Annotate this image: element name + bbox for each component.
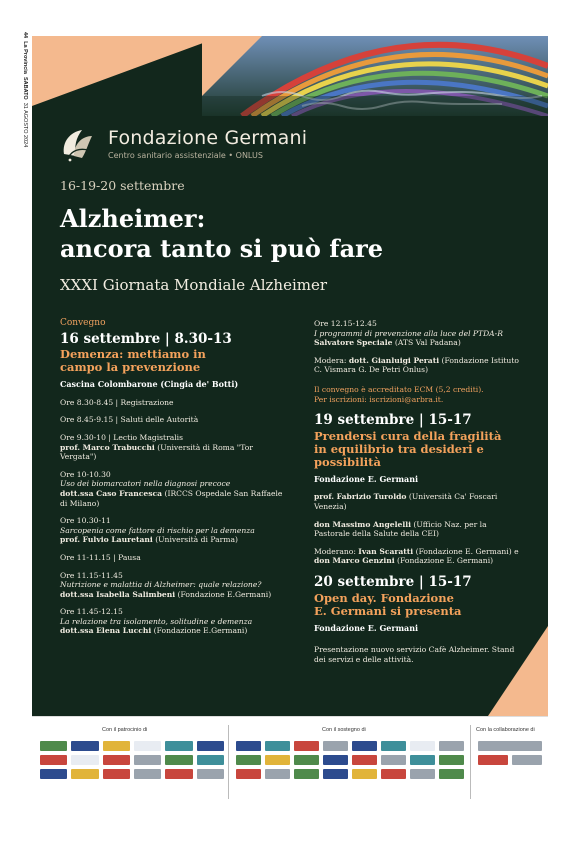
ecm-line-1: Il convegno è accreditato ECM (5,2 crediti).: [314, 384, 484, 394]
brand-name: Fondazione Germani: [108, 126, 308, 149]
event-subtitle: XXXI Giornata Mondiale Alzheimer: [60, 276, 328, 294]
collaboration-logos: [478, 741, 542, 765]
sponsor-logo: [103, 755, 130, 765]
sponsor-logo: [71, 769, 98, 779]
ecm-line-2: Per iscrizioni: iscrizioni@arbra.it.: [314, 394, 444, 404]
sponsors-footer: [32, 716, 548, 807]
day2-place: Fondazione E. Germani: [314, 473, 419, 484]
program-item: [60, 415, 290, 425]
day3-description: Presentazione nuovo servizio Cafè Alzheimer. Stand dei servizi e delle attività.: [314, 645, 515, 664]
support-logos: [236, 741, 464, 779]
speaker-affiliation: (Ufficio Naz. per la Pastorale della Salute della CEI): [314, 519, 487, 539]
sponsor-logo: [323, 755, 348, 765]
moderator-prefix: Modera:: [314, 355, 349, 365]
item-affiliation: (Università di Parma): [152, 535, 238, 545]
sponsor-logo: [236, 755, 261, 765]
sponsor-logo: [512, 755, 542, 765]
day2-speaker-2: [314, 520, 524, 539]
program-left-column: [60, 319, 290, 636]
support-heading: Con il sostegno di: [322, 727, 366, 733]
day3-place: Fondazione E. Germani: [314, 622, 419, 633]
sponsor-logo: [352, 769, 377, 779]
sponsor-logo: [134, 741, 161, 751]
sponsor-logo: [410, 755, 435, 765]
sponsor-logo: [294, 755, 319, 765]
day1-place: Cascina Colombarone (Cingia de' Botti): [60, 379, 239, 390]
item-time: Ore 11.15-11.45: [60, 570, 123, 580]
item-time: Ore 8.45-9.15 | Saluti delle Autorità: [60, 415, 199, 425]
newspaper-section: SABATO: [22, 76, 28, 100]
title-line-1: Alzheimer:: [60, 204, 206, 233]
item-affiliation: (Università di Roma "Tor Vergata"): [60, 442, 253, 462]
title-line-2: ancora tanto si può fare: [60, 234, 384, 263]
program-item: [314, 319, 524, 348]
peach-corner-top: [32, 36, 222, 106]
moderator-name: don Marco Genzini: [314, 556, 395, 566]
day1-theme-line-2: campo la prevenzione: [60, 360, 201, 375]
item-topic: Nutrizione e malattia di Alzheimer: quale relazione?: [60, 580, 262, 590]
hands-leaf-icon: [60, 124, 94, 162]
item-speaker: Salvatore Speciale: [314, 338, 393, 348]
sponsor-logo: [352, 741, 377, 751]
sponsor-logo: [236, 769, 261, 779]
day2-theme-line-3: possibilità: [314, 454, 381, 469]
sponsor-logo: [71, 755, 98, 765]
day2-theme-line-2: in equilibrio tra desideri e: [314, 441, 484, 456]
sponsor-logo: [439, 769, 464, 779]
sponsor-logo: [71, 741, 98, 751]
sponsor-logo: [381, 741, 406, 751]
program-item: [60, 516, 290, 545]
day3-theme-line-1: Open day. Fondazione: [314, 590, 454, 605]
day2-theme: [314, 430, 524, 469]
item-time: Ore 11-11.15 | Pausa: [60, 552, 141, 562]
poster: [32, 36, 548, 716]
sponsor-logo: [236, 741, 261, 751]
sponsor-logo: [323, 769, 348, 779]
sponsor-logo: [478, 755, 508, 765]
item-affiliation: (IRCCS Ospedale San Raffaele di Milano): [60, 488, 283, 508]
speaker-name: don Massimo Angelelli: [314, 519, 411, 529]
sponsor-logo: [265, 741, 290, 751]
sponsor-logo: [352, 755, 377, 765]
moderator-affiliation: (Fondazione E. Germani): [394, 556, 494, 566]
item-time: Ore 8.30-8.45 | Registrazione: [60, 397, 174, 407]
item-time: Ore 9.30-10 | Lectio Magistralis: [60, 432, 183, 442]
item-time: Ore 11.45-12.15: [60, 607, 123, 617]
sponsor-logo: [197, 769, 224, 779]
speaker-affiliation: (Università Ca' Foscari Venezia): [314, 492, 498, 511]
program-item: [60, 553, 290, 563]
sponsor-logo: [134, 769, 161, 779]
day1-label: Convegno: [60, 318, 106, 328]
sponsor-logo: [40, 741, 67, 751]
sponsor-logo: [103, 769, 130, 779]
item-topic: Uso dei biomarcatori nella diagnosi precoce: [60, 479, 231, 489]
item-time: Ore 10.30-11: [60, 516, 111, 526]
item-topic: La relazione tra isolamento, solitudine e demenza: [60, 616, 253, 626]
sponsor-logo: [103, 741, 130, 751]
program-item: [60, 571, 290, 600]
day2-moderators: [314, 547, 524, 566]
item-topic: I programmi di prevenzione alla luce del PTDA-R: [314, 328, 503, 338]
patronage-heading: Con il patrocinio di: [102, 727, 148, 733]
day1-moderator: [314, 356, 524, 375]
item-time: Ore 12.15-12.45: [314, 319, 377, 328]
sponsor-logo: [410, 741, 435, 751]
sponsor-logo: [40, 755, 67, 765]
collaboration-heading: Con la collaborazione di: [476, 727, 535, 733]
item-speaker: dott.ssa Isabella Salimbeni: [60, 589, 176, 599]
moderator-prefix: Moderano:: [314, 546, 359, 556]
program-item: [60, 433, 290, 462]
sponsor-logo: [294, 741, 319, 751]
day3-theme: [314, 592, 524, 618]
page-title: [60, 204, 383, 264]
sponsor-logo: [165, 741, 192, 751]
program-item: [60, 398, 290, 408]
sponsor-logo: [165, 769, 192, 779]
event-dates: 16-19-20 settembre: [60, 178, 185, 193]
item-affiliation: (Fondazione E.Germani): [175, 589, 272, 599]
sponsor-logo: [40, 769, 67, 779]
brand-logo: [60, 124, 307, 162]
day1-theme-line-1: Demenza: mettiamo in: [60, 347, 206, 362]
rainbow-painting: [202, 36, 548, 116]
page-number: 44: [22, 32, 28, 39]
moderator-affiliation: (Fondazione Istituto C. Vismara G. De Petri Onlus): [314, 355, 519, 375]
sponsor-logo: [165, 755, 192, 765]
program-item: [60, 470, 290, 508]
day2-theme-line-1: Prendersi cura della fragilità: [314, 428, 502, 443]
sponsor-logo: [197, 755, 224, 765]
day1-date: 16 settembre | 8.30-13: [60, 330, 232, 347]
day1-theme: [60, 348, 290, 374]
newspaper-name: La Provincia: [22, 41, 28, 74]
item-time: Ore 10-10.30: [60, 469, 111, 479]
sponsor-logo: [381, 755, 406, 765]
sponsor-logo: [323, 741, 348, 751]
speaker-name: prof. Fabrizio Turoldo: [314, 492, 407, 502]
sponsor-logo: [478, 741, 542, 751]
day3-theme-line-2: E. Germani si presenta: [314, 603, 462, 618]
brand-tagline: Centro sanitario assistenziale • ONLUS: [108, 150, 263, 160]
moderator-affiliation: (Fondazione E. Germani) e: [413, 546, 519, 556]
newspaper-date: 31 AGOSTO 2024: [22, 102, 28, 148]
sponsor-logo: [265, 769, 290, 779]
item-speaker: prof. Marco Trabucchi: [60, 442, 155, 452]
patronage-logos: [40, 741, 224, 779]
sponsor-logo: [294, 769, 319, 779]
item-speaker: prof. Fulvio Lauretani: [60, 535, 153, 545]
footer-divider: [228, 725, 229, 799]
program-right-column: [314, 319, 524, 664]
sponsor-logo: [134, 755, 161, 765]
sponsor-logo: [197, 741, 224, 751]
moderator-name: dott. Gianluigi Perati: [348, 355, 440, 365]
day3-date: 20 settembre | 15-17: [314, 573, 472, 590]
item-speaker: dott.ssa Caso Francesca: [60, 488, 163, 498]
item-topic: Sarcopenia come fattore di rischio per la demenza: [60, 525, 255, 535]
sponsor-logo: [410, 769, 435, 779]
item-affiliation: (Fondazione E.Germani): [151, 626, 248, 636]
program-item: [60, 607, 290, 636]
sponsor-logo: [381, 769, 406, 779]
item-affiliation: (ATS Val Padana): [392, 338, 461, 348]
item-speaker: dott.ssa Elena Lucchi: [60, 626, 152, 636]
sponsor-logo: [439, 755, 464, 765]
day2-speaker-1: [314, 492, 524, 511]
sponsor-logo: [265, 755, 290, 765]
footer-divider: [470, 725, 471, 799]
newspaper-margin: [18, 32, 28, 232]
moderator-name: Ivan Scaratti: [358, 546, 414, 556]
ecm-note: [314, 385, 524, 404]
sponsor-logo: [439, 741, 464, 751]
day2-date: 19 settembre | 15-17: [314, 412, 472, 429]
